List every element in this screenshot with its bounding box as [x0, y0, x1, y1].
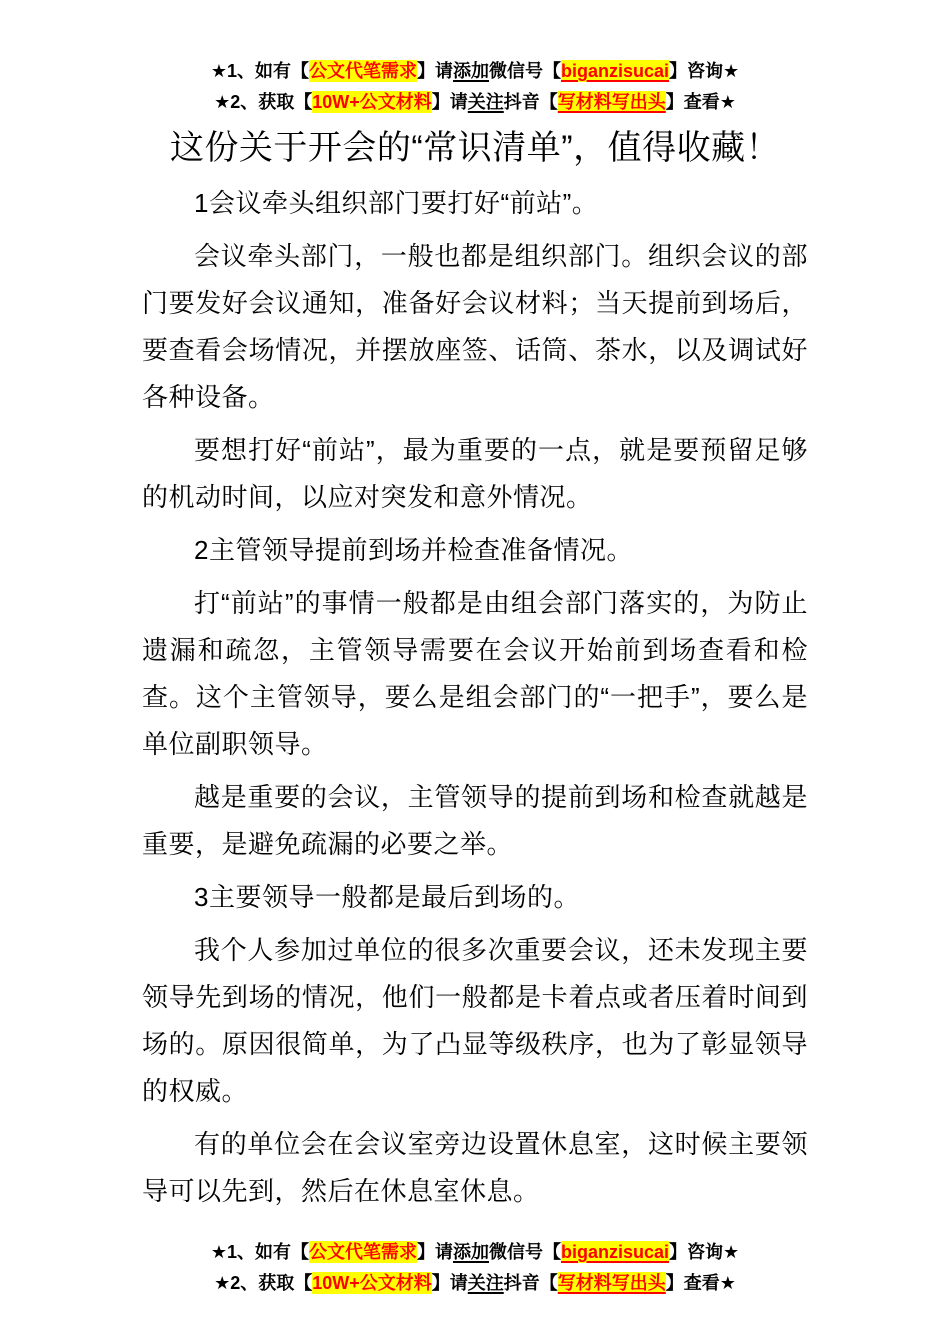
wechat-id-highlight: biganzisucai — [560, 1242, 670, 1262]
body-paragraph: 打“前站”的事情一般都是由组会部门落实的，为防止遗漏和疏忽，主管领导需要在会议开始前到场查看和检查。这个主管领导，要么是组会部门的“一把手”，要么是单位副职领导。 — [142, 588, 808, 759]
notice-text: 】查看★ — [665, 1273, 736, 1293]
body-paragraph: 有的单位会在会议室旁边设置休息室，这时候主要领导可以先到，然后在休息室休息。 — [142, 1129, 808, 1206]
notice-text: 】查看★ — [665, 92, 736, 112]
section-heading: 2主管领导提前到场并检查准备情况。 — [194, 535, 633, 565]
footer-notice-line-2 — [142, 1268, 808, 1299]
notice-text: 】请 — [416, 61, 453, 81]
notice-text: 抖音【 — [503, 1273, 558, 1293]
body-paragraph: 我个人参加过单位的很多次重要会议，还未发现主要领导先到场的情况，他们一般都是卡着点或者压着时间到场的。原因很简单，为了凸显等级秩序，也为了彰显领导的权威。 — [142, 935, 808, 1106]
notice-text: 】请 — [416, 1242, 453, 1262]
action-follow-underline: 关注 — [467, 1273, 504, 1293]
notice-text: ★2、获取【 — [214, 1273, 313, 1293]
header-notice-line-1 — [142, 56, 808, 87]
page-title: 这份关于开会的“常识清单”，值得收藏！ — [169, 129, 781, 167]
notice-text: ★2、获取【 — [214, 92, 313, 112]
footer-notice-line-1 — [142, 1237, 808, 1268]
article-body — [142, 180, 808, 1215]
action-follow-underline: 关注 — [467, 92, 504, 112]
notice-text: 抖音【 — [503, 92, 558, 112]
notice-text: 微信号【 — [488, 61, 561, 81]
body-paragraph: 越是重要的会议，主管领导的提前到场和检查就越是重要，是避免疏漏的必要之举。 — [142, 782, 808, 859]
footer-notice — [142, 1237, 808, 1299]
header-notice — [142, 56, 808, 118]
materials-highlight: 10W+公文材料 — [312, 1273, 432, 1293]
body-paragraph: 会议牵头部门，一般也都是组织部门。组织会议的部门要发好会议通知，准备好会议材料；当天提前到场后，要查看会场情况，并摆放座签、话筒、茶水，以及调试好各种设备。 — [142, 241, 808, 412]
header-notice-line-2 — [142, 87, 808, 118]
service-highlight: 公文代笔需求 — [308, 61, 417, 81]
action-add-underline: 添加 — [452, 1242, 489, 1262]
notice-text: ★1、如有【 — [210, 1242, 309, 1262]
douyin-id-highlight: 写材料写出头 — [557, 1273, 666, 1293]
section-heading: 3主要领导一般都是最后到场的。 — [194, 882, 580, 912]
body-paragraph: 要想打好“前站”，最为重要的一点，就是要预留足够的机动时间，以应对突发和意外情况。 — [142, 435, 808, 512]
materials-highlight: 10W+公文材料 — [312, 92, 432, 112]
notice-text: 】请 — [431, 1273, 468, 1293]
wechat-id-highlight: biganzisucai — [560, 61, 670, 81]
service-highlight: 公文代笔需求 — [308, 1242, 417, 1262]
notice-text: 】请 — [431, 92, 468, 112]
notice-text: ★1、如有【 — [210, 61, 309, 81]
notice-text: 】咨询★ — [669, 61, 740, 81]
action-add-underline: 添加 — [452, 61, 489, 81]
notice-text: 】咨询★ — [669, 1242, 740, 1262]
section-heading: 1会议牵头组织部门要打好“前站”。 — [194, 188, 599, 218]
notice-text: 微信号【 — [488, 1242, 561, 1262]
douyin-id-highlight: 写材料写出头 — [557, 92, 666, 112]
